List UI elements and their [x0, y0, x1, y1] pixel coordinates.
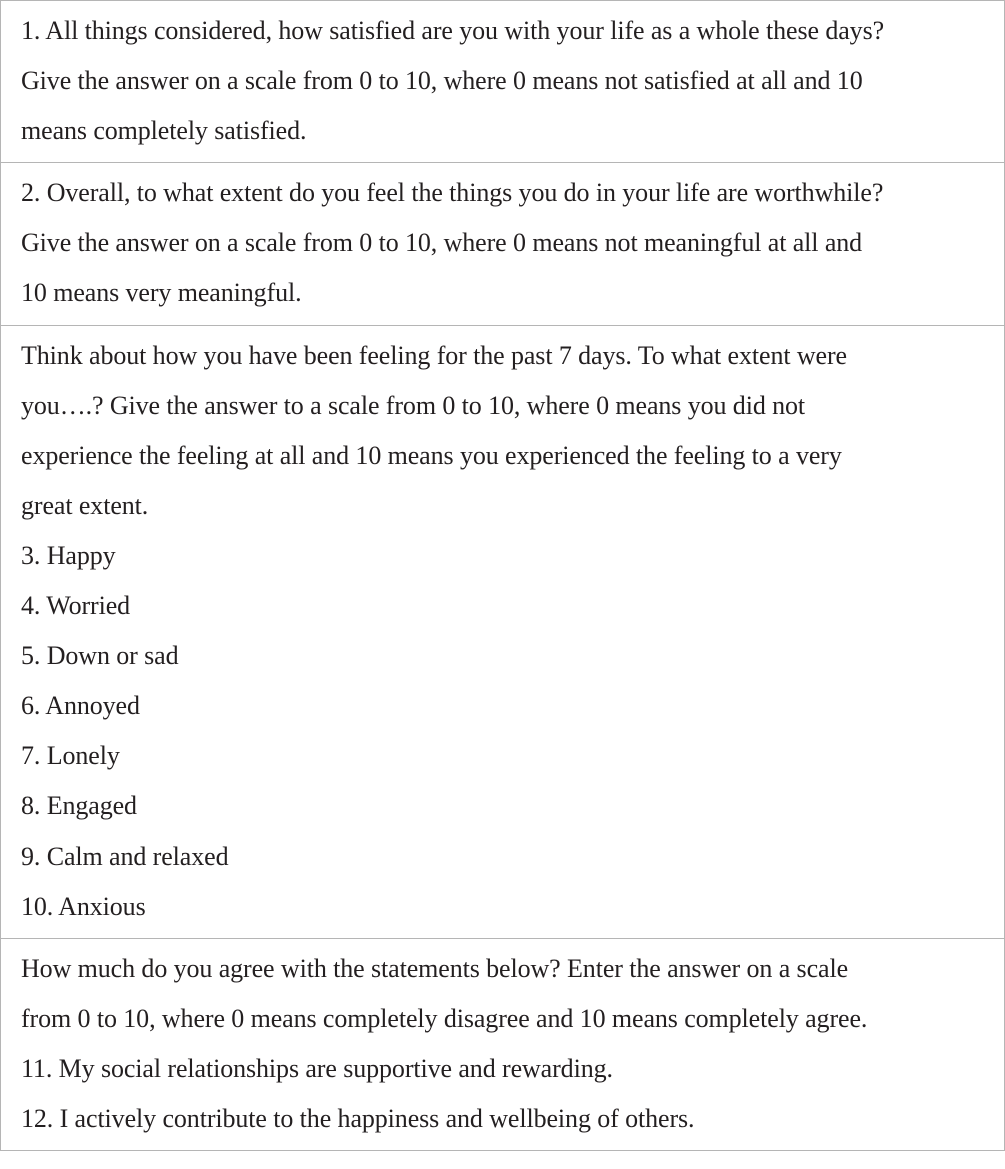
feelings-instruction-line-3: experience the feeling at all and 10 means you experienced the feeling to a very	[21, 440, 842, 470]
item-8-engaged: 8. Engaged	[21, 791, 137, 821]
agreement-instruction-line-2: from 0 to 10, where 0 means completely disagree and 10 means completely agree.	[21, 1003, 868, 1033]
agreement-section	[1, 938, 1004, 1151]
question-1-line-2: Give the answer on a scale from 0 to 10, where 0 means not satisfied at all and 10	[21, 66, 863, 96]
question-2-section	[1, 162, 1004, 324]
item-10-anxious: 10. Anxious	[21, 891, 146, 921]
item-4-worried: 4. Worried	[21, 591, 131, 621]
item-7-lonely: 7. Lonely	[21, 741, 120, 771]
question-1-line-1: 1. All things considered, how satisfied are you with your life as a whole these days?	[21, 16, 885, 45]
item-6-annoyed: 6. Annoyed	[21, 691, 140, 721]
item-3-happy: 3. Happy	[21, 540, 116, 570]
feelings-instruction-line-1: Think about how you have been feeling for the past 7 days. To what extent were	[21, 340, 847, 370]
question-2-line-1: 2. Overall, to what extent do you feel the things you do in your life are worthwhile?	[21, 178, 884, 208]
question-2-line-2: Give the answer on a scale from 0 to 10, where 0 means not meaningful at all and	[21, 228, 863, 258]
item-12-contribute-to-others: 12. I actively contribute to the happiness and wellbeing of others.	[21, 1103, 695, 1133]
item-5-down-or-sad: 5. Down or sad	[21, 641, 179, 671]
item-11-social-relationships: 11. My social relationships are supportive and rewarding.	[21, 1053, 613, 1083]
feelings-section	[1, 325, 1004, 938]
question-1-section	[1, 0, 1004, 162]
feelings-instruction-line-2: you….? Give the answer to a scale from 0 to 10, where 0 means you did not	[21, 390, 806, 420]
question-1-line-3: means completely satisfied.	[21, 116, 307, 146]
agreement-instruction-line-1: How much do you agree with the statements below? Enter the answer on a scale	[21, 953, 849, 983]
item-9-calm-and-relaxed: 9. Calm and relaxed	[21, 841, 229, 871]
feelings-instruction-line-4: great extent.	[21, 490, 149, 520]
question-2-line-3: 10 means very meaningful.	[21, 278, 302, 308]
